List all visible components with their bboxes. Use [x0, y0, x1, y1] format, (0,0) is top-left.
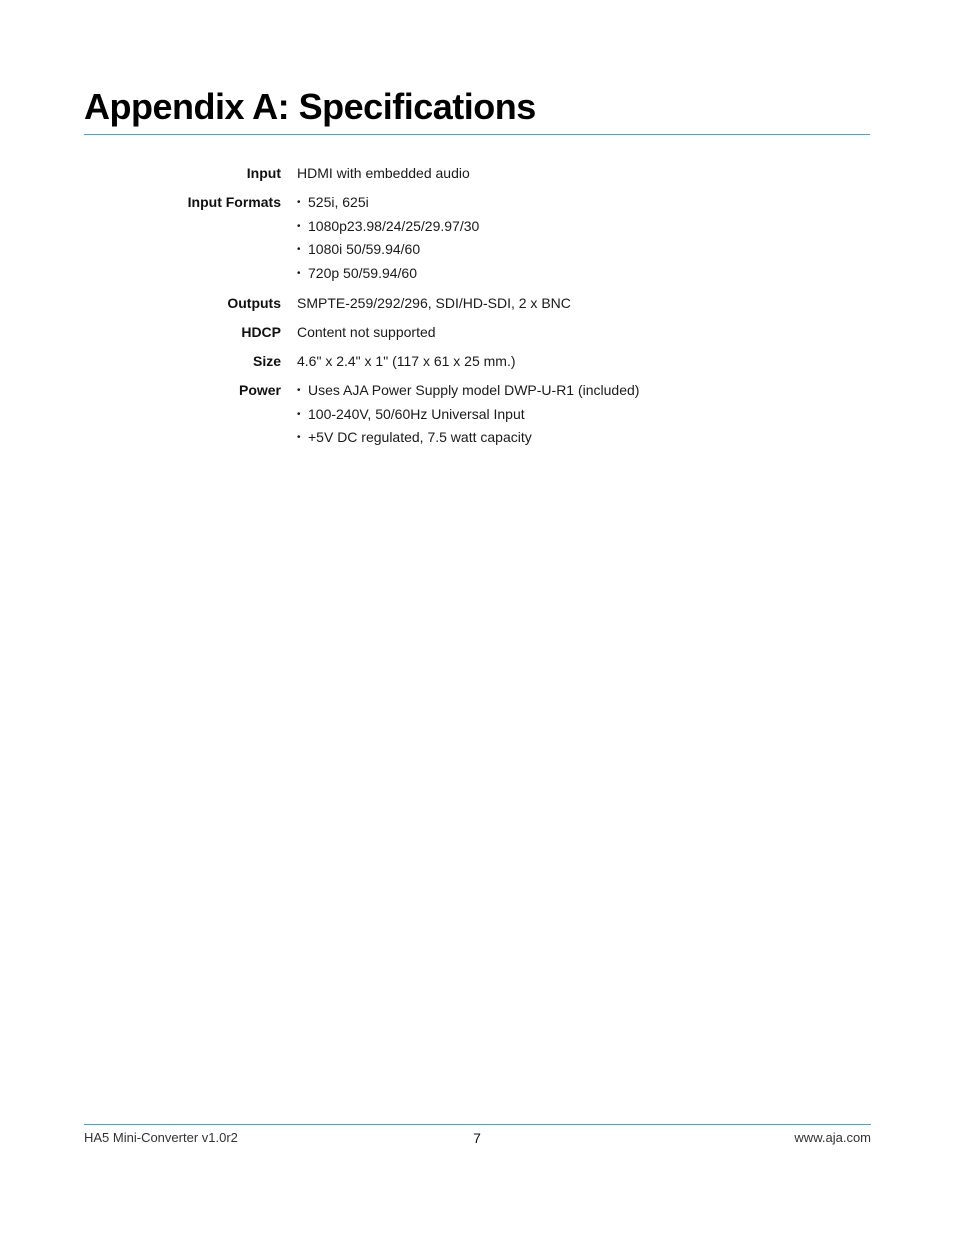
spec-value: HDMI with embedded audio: [297, 165, 470, 181]
title-divider: [84, 134, 870, 135]
list-item: • 1080i 50/59.94/60: [297, 238, 479, 262]
spec-value: SMPTE-259/292/296, SDI/HD-SDI, 2 x BNC: [297, 295, 571, 311]
spec-value: [297, 379, 639, 450]
list-item: • 100-240V, 50/60Hz Universal Input: [297, 403, 639, 427]
spec-row-input: [84, 162, 870, 184]
spec-label: Input Formats: [187, 194, 281, 210]
list-item: • 720p 50/59.94/60: [297, 262, 479, 286]
spec-row-input-formats: [84, 191, 870, 285]
spec-row-power: [84, 379, 870, 450]
list-item: • 1080p23.98/24/25/29.97/30: [297, 215, 479, 239]
footer-document-title: HA5 Mini-Converter v1.0r2: [84, 1130, 238, 1145]
specifications-table: [84, 162, 870, 457]
footer-website: www.aja.com: [794, 1130, 871, 1145]
spec-value: Content not supported: [297, 324, 436, 340]
list-item: • +5V DC regulated, 7.5 watt capacity: [297, 426, 639, 450]
spec-label: Input: [246, 165, 281, 181]
spec-value: 4.6" x 2.4" x 1" (117 x 61 x 25 mm.): [297, 353, 516, 369]
spec-value: [297, 191, 479, 285]
page-number: 7: [473, 1130, 481, 1146]
footer-divider: [84, 1124, 871, 1125]
spec-row-hdcp: [84, 321, 870, 343]
page-title: Appendix A: Specifications: [84, 86, 536, 127]
spec-row-size: [84, 350, 870, 372]
list-item: • 525i, 625i: [297, 191, 479, 215]
spec-label: HDCP: [241, 324, 281, 340]
spec-row-outputs: [84, 292, 870, 314]
spec-label: Power: [238, 382, 281, 398]
spec-label: Outputs: [227, 295, 281, 311]
list-item: • Uses AJA Power Supply model DWP-U-R1 (included): [297, 379, 639, 403]
input-formats-list: [297, 191, 479, 285]
spec-label: Size: [252, 353, 281, 369]
power-list: [297, 379, 639, 450]
